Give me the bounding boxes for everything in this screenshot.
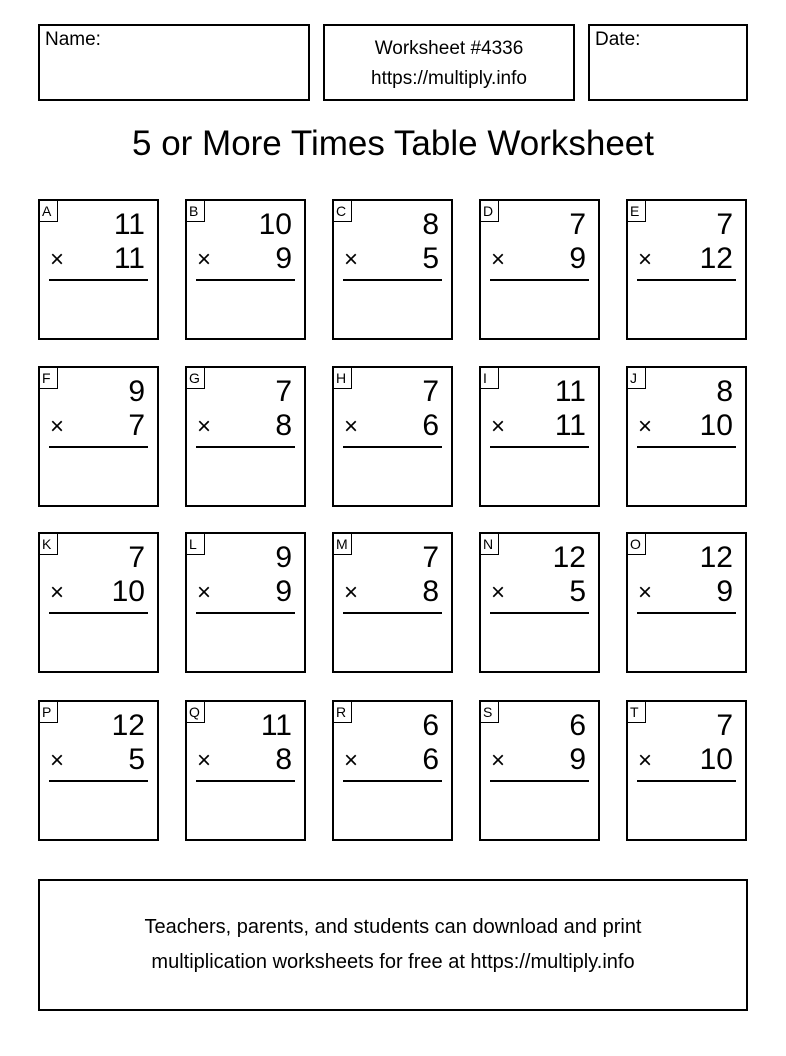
times-sign: × (491, 747, 506, 774)
multiplier: 11 (113, 242, 145, 275)
problem-letter: H (334, 368, 352, 389)
answer-line (196, 612, 295, 614)
multiplier: 11 (554, 409, 586, 442)
multiplier: 9 (275, 242, 292, 275)
multiplicand: 12 (552, 541, 586, 574)
problem-card (185, 700, 306, 841)
footer-box (38, 879, 748, 1011)
problem-card (332, 532, 453, 673)
problem-letter: T (628, 702, 646, 723)
multiplier: 10 (111, 575, 145, 608)
answer-line (490, 612, 589, 614)
name-box (38, 24, 310, 101)
multiplicand: 8 (716, 375, 733, 408)
problem-card (479, 199, 600, 340)
multiplier: 8 (422, 575, 439, 608)
date-label: Date: (595, 29, 641, 50)
problem-letter: G (187, 368, 205, 389)
answer-line (49, 612, 148, 614)
times-sign: × (50, 579, 65, 606)
footer-line-1: Teachers, parents, and students can download and print (144, 916, 642, 938)
multiplier: 9 (569, 743, 586, 776)
worksheet-url: https://multiply.info (371, 68, 527, 89)
answer-line (637, 279, 736, 281)
worksheet-title: 5 or More Times Table Worksheet (132, 124, 654, 163)
problem-letter: E (628, 201, 646, 222)
multiplier: 8 (275, 409, 292, 442)
times-sign: × (197, 413, 212, 440)
times-sign: × (638, 579, 653, 606)
problem-card (38, 199, 159, 340)
multiplier: 12 (699, 242, 733, 275)
multiplicand: 6 (569, 709, 586, 742)
answer-line (490, 446, 589, 448)
answer-line (490, 780, 589, 782)
multiplicand: 9 (275, 541, 292, 574)
answer-line (343, 279, 442, 281)
multiplicand: 7 (716, 709, 733, 742)
problem-letter: Q (187, 702, 205, 723)
multiplier: 6 (422, 409, 439, 442)
problem-letter: L (187, 534, 205, 555)
problem-card (332, 366, 453, 507)
multiplicand: 11 (554, 375, 586, 408)
problem-letter: C (334, 201, 352, 222)
multiplicand: 8 (422, 208, 439, 241)
problem-card (332, 700, 453, 841)
problem-card (38, 532, 159, 673)
multiplier: 6 (422, 743, 439, 776)
multiplicand: 7 (422, 541, 439, 574)
multiplier: 7 (128, 409, 145, 442)
multiplicand: 7 (716, 208, 733, 241)
problem-letter: S (481, 702, 499, 723)
times-sign: × (491, 246, 506, 273)
name-label: Name: (45, 29, 101, 50)
multiplier: 9 (569, 242, 586, 275)
date-box (588, 24, 748, 101)
problem-card (626, 532, 747, 673)
problem-card (38, 366, 159, 507)
footer-line-2: multiplication worksheets for free at https://multiply.info (151, 951, 635, 973)
times-sign: × (344, 246, 359, 273)
problem-letter: J (628, 368, 646, 389)
times-sign: × (638, 246, 653, 273)
problem-card (185, 366, 306, 507)
multiplier: 10 (699, 743, 733, 776)
answer-line (637, 446, 736, 448)
problem-letter: N (481, 534, 499, 555)
times-sign: × (491, 579, 506, 606)
answer-line (196, 780, 295, 782)
problem-card (626, 199, 747, 340)
problem-card (626, 366, 747, 507)
multiplicand: 7 (275, 375, 292, 408)
answer-line (343, 446, 442, 448)
multiplicand: 11 (113, 208, 145, 241)
worksheet-info-box (323, 24, 575, 101)
problem-letter: R (334, 702, 352, 723)
problem-card (332, 199, 453, 340)
problem-letter: D (481, 201, 499, 222)
problem-letter: F (40, 368, 58, 389)
answer-line (196, 279, 295, 281)
multiplier: 9 (275, 575, 292, 608)
times-sign: × (491, 413, 506, 440)
times-sign: × (344, 579, 359, 606)
answer-line (196, 446, 295, 448)
multiplicand: 10 (258, 208, 292, 241)
multiplier: 10 (699, 409, 733, 442)
times-sign: × (344, 413, 359, 440)
multiplicand: 7 (569, 208, 586, 241)
problem-card (479, 700, 600, 841)
times-sign: × (638, 747, 653, 774)
multiplicand: 7 (128, 541, 145, 574)
multiplicand: 12 (699, 541, 733, 574)
problem-letter: K (40, 534, 58, 555)
multiplier: 5 (422, 242, 439, 275)
multiplier: 5 (128, 743, 145, 776)
times-sign: × (50, 246, 65, 273)
answer-line (49, 446, 148, 448)
times-sign: × (50, 413, 65, 440)
multiplicand: 9 (128, 375, 145, 408)
times-sign: × (344, 747, 359, 774)
times-sign: × (638, 413, 653, 440)
times-sign: × (197, 246, 212, 273)
answer-line (343, 612, 442, 614)
multiplier: 8 (275, 743, 292, 776)
multiplier: 5 (569, 575, 586, 608)
problem-letter: I (481, 368, 499, 389)
answer-line (490, 279, 589, 281)
multiplicand: 12 (111, 709, 145, 742)
problem-card (185, 199, 306, 340)
problem-card (479, 366, 600, 507)
answer-line (49, 279, 148, 281)
problem-letter: B (187, 201, 205, 222)
problem-card (626, 700, 747, 841)
answer-line (637, 780, 736, 782)
problem-letter: P (40, 702, 58, 723)
worksheet-number: Worksheet #4336 (374, 38, 524, 59)
problem-card (38, 700, 159, 841)
problem-card (479, 532, 600, 673)
multiplicand: 7 (422, 375, 439, 408)
problem-letter: M (334, 534, 352, 555)
problem-card (185, 532, 306, 673)
answer-line (49, 780, 148, 782)
multiplicand: 11 (260, 709, 292, 742)
answer-line (343, 780, 442, 782)
times-sign: × (197, 579, 212, 606)
times-sign: × (197, 747, 212, 774)
times-sign: × (50, 747, 65, 774)
problem-letter: A (40, 201, 58, 222)
multiplier: 9 (716, 575, 733, 608)
answer-line (637, 612, 736, 614)
problem-letter: O (628, 534, 646, 555)
multiplicand: 6 (422, 709, 439, 742)
